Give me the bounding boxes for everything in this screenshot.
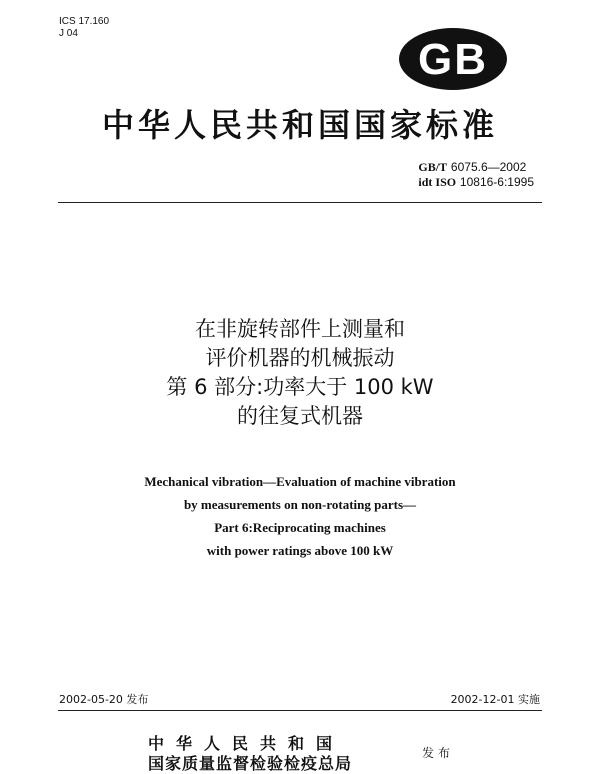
top-divider xyxy=(58,202,542,203)
implementation-date: 2002-12-01 实施 xyxy=(450,693,540,706)
publish-label: 发布 xyxy=(422,746,455,760)
english-title-line: Mechanical vibration—Evaluation of machine vibration xyxy=(144,474,456,489)
gb-number-line xyxy=(418,160,534,175)
issue-date: 2002-05-20 发布 xyxy=(59,693,149,706)
issuer-line-1: 中华人民共和国 xyxy=(148,734,345,753)
logo-text: GB xyxy=(418,35,488,84)
english-title-line: Part 6:Reciprocating machines xyxy=(214,520,386,535)
english-title-line: by measurements on non-rotating parts— xyxy=(183,497,417,512)
standard-number-block xyxy=(418,160,534,190)
chinese-title-line: 评价机器的机械振动 xyxy=(205,346,395,370)
chinese-title xyxy=(0,315,600,431)
english-title-line: with power ratings above 100 kW xyxy=(206,543,394,558)
bottom-divider xyxy=(58,710,542,711)
ccs-code: J 04 xyxy=(59,28,78,39)
chinese-title-line: 第 6 部分:功率大于 100 kW xyxy=(166,375,434,399)
gb-logo-icon xyxy=(398,26,508,92)
gb-prefix: GB/T xyxy=(418,160,448,174)
idt-prefix: idt ISO xyxy=(418,175,457,189)
idt-number: 10816-6:1995 xyxy=(459,175,534,189)
gb-number: 6075.6—2002 xyxy=(450,160,527,174)
chinese-title-line: 的往复式机器 xyxy=(237,404,363,428)
issuer-line-2: 国家质量监督检验检疫总局 xyxy=(148,754,353,773)
issuing-authority xyxy=(148,734,352,774)
english-title xyxy=(0,470,600,562)
chinese-title-line: 在非旋转部件上测量和 xyxy=(195,317,405,341)
standard-title: 中华人民共和国国家标准 xyxy=(101,106,498,144)
classification-codes xyxy=(59,16,109,40)
ics-code: ICS 17.160 xyxy=(59,16,110,27)
idt-number-line xyxy=(418,175,534,190)
